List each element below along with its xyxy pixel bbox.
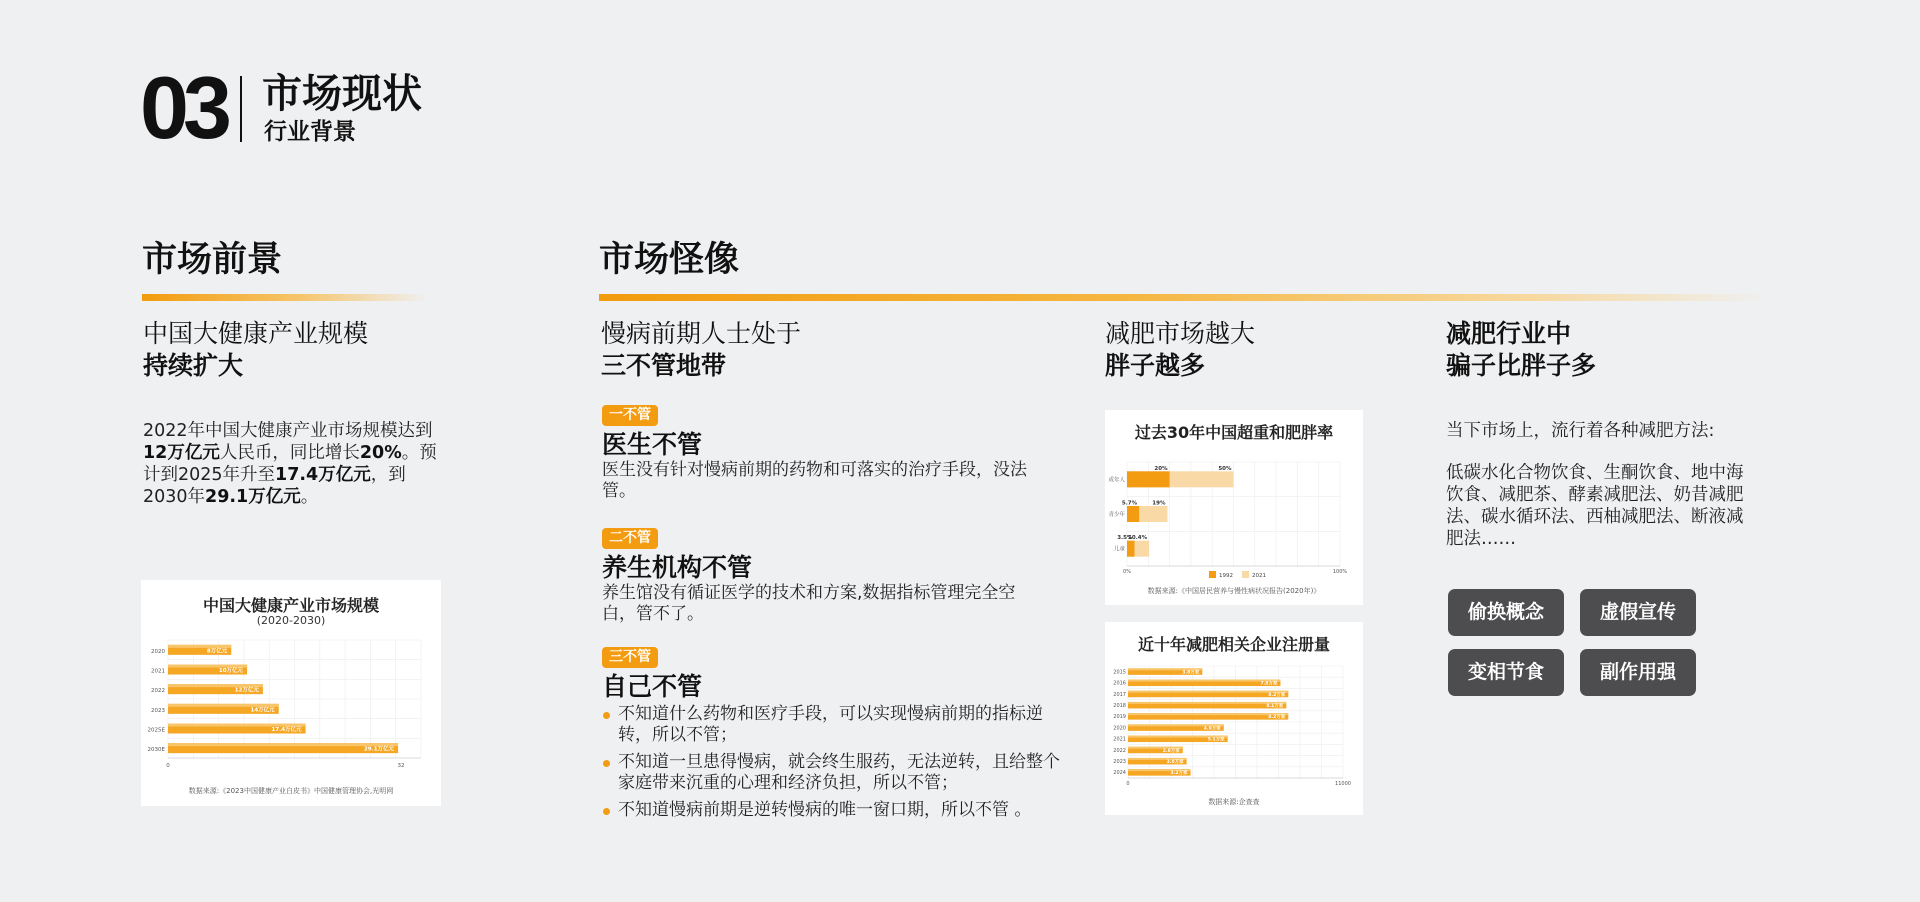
companies-chart-source: 数据来源:企查查 [1208,798,1260,806]
x-tick-label: 32 [397,763,405,769]
data-label: 14万亿元 [250,707,275,714]
paragraph-segment: 2022年中国大健康产业市场规模达到 [143,421,433,441]
paragraph-segment: 。 [300,487,319,507]
data-label: 3.8万家 [1182,670,1200,676]
obesity-chart-card [1105,410,1363,605]
pill-concept-swap: 偷换概念 [1448,589,1564,636]
data-label: 2.8万家 [1162,748,1180,754]
tick-label: 2020 [1113,725,1126,732]
tick-label: 2018 [1113,702,1126,709]
paragraph-segment: 。预计到2025年升至 [143,443,437,485]
item-2-text: 养生馆没有循证医学的技术和方案,数据指标管理完全空白，管不了。 [602,583,1016,624]
x-tick-label: 11000 [1335,781,1351,787]
tick-label: 2030E [147,747,165,754]
bar-1992 [1127,471,1170,487]
paragraph-segment: 20% [359,443,402,463]
tick-label: 2021 [151,668,165,675]
paragraph-segment: 12万亿元 [143,443,220,463]
tick-label: 2021 [1113,736,1126,743]
data-label: 8.2万家 [1268,692,1286,698]
data-label: 8万亿元 [206,648,228,655]
paragraph-segment: ，到2030年 [143,465,406,507]
bar-highlight [1128,713,1288,715]
tick-label: 2025E [147,727,165,734]
pill-disguised-dieting: 变相节食 [1448,649,1564,696]
data-label: 5.1万家 [1207,737,1225,743]
item-1-tag: 一不管 [602,405,658,426]
pill-strong-side-effects: 副作用强 [1580,649,1696,696]
tick-label: 2024 [1113,770,1126,777]
market-outlook-heading: 市场前景 [142,240,283,280]
data-label: 12万亿元 [234,687,259,694]
market-oddity-rule [599,294,1769,301]
data-label: 50% [1218,465,1232,472]
item-1-text: 医生没有针对慢病前期的药物和可落实的治疗手段，没法管。 [602,460,1027,501]
data-label: 3.0万家 [1166,759,1184,765]
col3-subtitle-2: 胖子越多 [1105,351,1206,380]
tick-label: 2017 [1113,691,1126,698]
data-label: 8.1万家 [1266,703,1284,709]
legend-swatch-2021 [1242,571,1249,578]
bar-1992 [1127,506,1139,522]
item-3-title: 自己不管 [602,672,703,701]
legend-label: 2021 [1252,573,1266,579]
item-3 [602,646,1062,827]
companies-chart-card [1105,622,1363,815]
pill-false-advertising: 虚假宣传 [1580,589,1696,636]
tick-label: 2022 [151,688,165,695]
col4-subtitle-2: 骗子比胖子多 [1446,351,1597,380]
paragraph-segment: 29.1万亿元 [205,487,301,507]
data-label: 19% [1152,500,1166,507]
health-industry-chart-title: 中国大健康产业市场规模 [202,596,379,615]
obesity-chart-source: 数据来源:《中国居民营养与慢性病状况报告(2020年)》 [1147,587,1321,595]
tick-label: 儿童 [1113,546,1125,553]
item-2 [602,527,1032,625]
tick-label: 2015 [1113,669,1126,676]
col3-subtitle-1: 减肥市场越大 [1105,319,1256,348]
health-industry-chart-card [141,580,441,806]
tick-label: 2023 [151,707,165,714]
x-tick-label: 0 [166,763,170,769]
data-label: 10.4% [1128,535,1148,542]
item-1 [602,404,1032,502]
bar-highlight [1128,680,1280,682]
companies-chart-title: 近十年减肥相关企业注册量 [1137,635,1330,654]
market-outlook-rule [142,294,428,301]
col2-subtitle-1: 慢病前期人士处于 [601,319,802,348]
list-item: 不知道慢病前期是逆转慢病的唯一窗口期，所以不管 。 [602,800,1062,821]
tick-label: 2020 [151,648,165,655]
section-title: 市场现状 [262,71,422,117]
data-label: 5.7% [1121,500,1138,507]
legend-swatch-1992 [1209,571,1216,578]
health-industry-chart [141,580,441,806]
data-label: 29.1万亿元 [363,746,395,753]
data-label: 17.4万亿元 [271,727,302,733]
x-tick-label: 0 [1126,781,1130,787]
data-label: 3.5% [1117,535,1133,542]
col4-methods: 低碳水化合物饮食、生酮饮食、地中海饮食、减肥茶、酵素减肥法、奶昔减肥法、碳水循环法、西柚减肥法、断液减肥法…… [1446,463,1744,549]
section-number: 03 [140,58,226,157]
tick-label: 青少年 [1108,512,1125,518]
tick-label: 2019 [1113,714,1126,721]
col2-subtitle-2: 三不管地带 [601,351,727,380]
item-3-tag: 三不管 [602,647,658,668]
paragraph-segment: 人民币，同比增长 [219,443,360,463]
data-label: 10万亿元 [218,668,244,674]
tick-label: 2023 [1113,758,1126,765]
tick-label: 2016 [1113,680,1126,687]
bar-highlight [1128,702,1286,704]
item-1-title: 医生不管 [602,430,703,459]
item-3-bullets [602,704,1062,821]
data-label: 8.2万家 [1268,715,1286,721]
data-label: 7.8万家 [1260,681,1278,687]
list-item: 不知道什么药物和医疗手段，可以实现慢病前期的指标逆转，所以不管； [602,704,1062,746]
col4-subtitle-1: 减肥行业中 [1446,319,1572,348]
bar-1992 [1127,541,1134,557]
obesity-chart [1105,410,1363,605]
tick-label: 成年人 [1108,477,1125,484]
health-industry-chart-subtitle: (2020-2030) [256,614,326,627]
bar-highlight [1128,691,1288,693]
market-outlook-subtitle-2: 持续扩大 [143,351,244,380]
header-divider [240,76,242,142]
tick-label: 2022 [1113,747,1126,754]
market-oddity-heading: 市场怪像 [599,240,740,280]
col4-intro: 当下市场上，流行着各种减肥方法: [1446,421,1715,441]
market-outlook-subtitle-1: 中国大健康产业规模 [143,319,369,348]
section-subtitle: 行业背景 [264,119,356,145]
legend-label: 1992 [1219,573,1233,579]
item-2-title: 养生机构不管 [602,553,753,582]
companies-chart [1105,622,1363,815]
data-label: 3.2万家 [1170,771,1188,777]
data-label: 20% [1154,465,1168,472]
paragraph-segment: 17.4万亿元 [275,465,371,485]
health-industry-chart-source: 数据来源:《2023中国健康产业白皮书》中国健康管理协会,光明网 [188,787,394,795]
data-label: 4.9万家 [1203,726,1221,732]
item-2-tag: 二不管 [602,528,658,549]
x-tick-label: 100% [1332,569,1348,575]
market-outlook-paragraph [143,420,443,508]
list-item: 不知道一旦患得慢病，就会终生服药，无法逆转，且给整个家庭带来沉重的心理和经济负担，所以不管； [602,752,1062,794]
x-tick-label: 0% [1123,569,1131,575]
obesity-chart-title: 过去30年中国超重和肥胖率 [1134,423,1334,442]
